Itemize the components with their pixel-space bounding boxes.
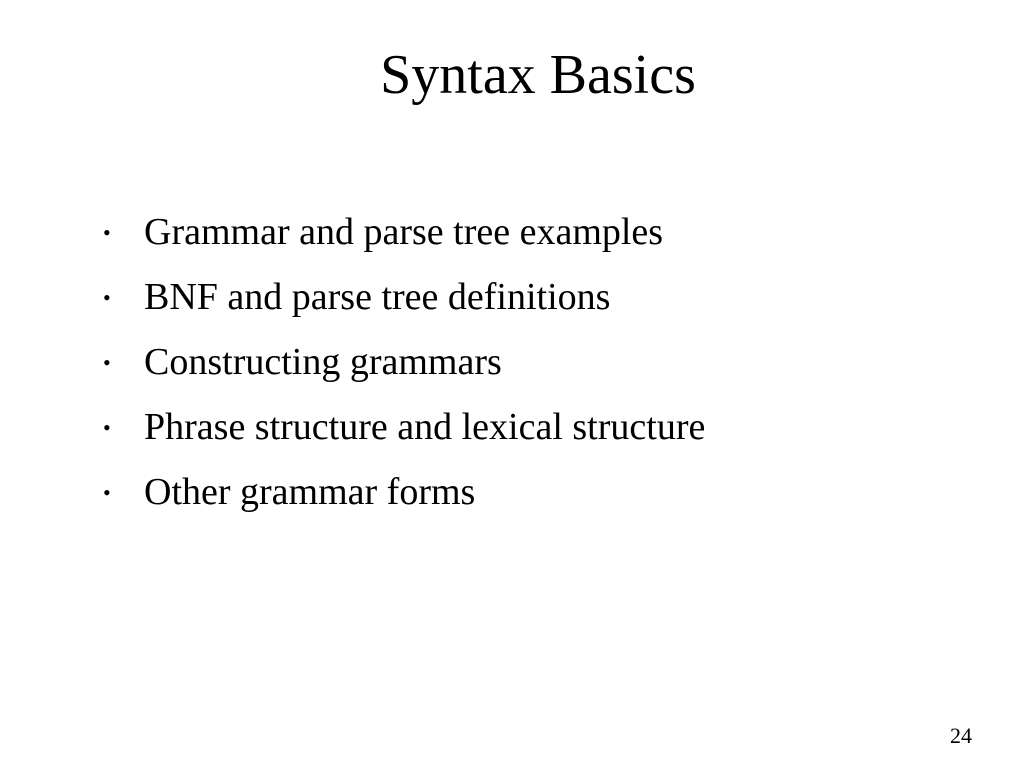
- bullet-icon: •: [103, 480, 111, 505]
- page-number: 24: [950, 723, 972, 748]
- bullet-text: Grammar and parse tree examples: [144, 211, 664, 253]
- bullet-icon: •: [103, 415, 111, 440]
- bullet-text: BNF and parse tree definitions: [144, 276, 611, 318]
- bullet-icon: •: [103, 285, 111, 310]
- bullet-icon: •: [103, 220, 111, 245]
- slide-title: Syntax Basics: [380, 44, 696, 106]
- bullet-text: Constructing grammars: [144, 341, 502, 383]
- bullet-icon: •: [103, 350, 111, 375]
- bullet-text: Phrase structure and lexical structure: [144, 406, 706, 448]
- bullet-text: Other grammar forms: [144, 471, 476, 513]
